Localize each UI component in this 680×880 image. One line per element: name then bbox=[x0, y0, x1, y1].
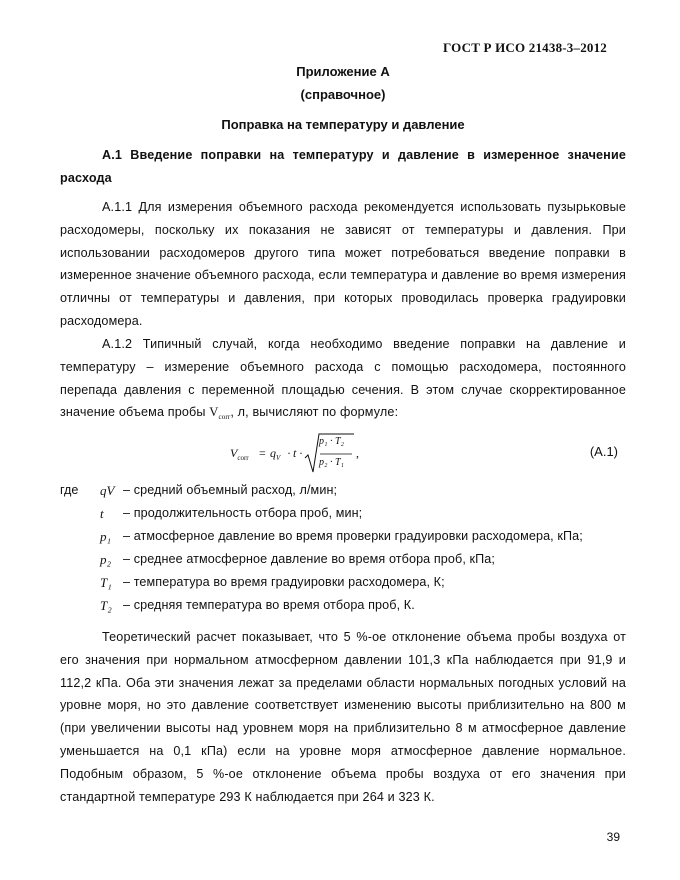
formula-lhs: $V_{corr}$ bbox=[230, 446, 249, 462]
where-description: – средняя температура во время отбора проб, К. bbox=[123, 598, 415, 612]
volume-symbol: $V_{corr}$ bbox=[209, 405, 231, 422]
where-description: – среднее атмосферное давление во время отбора проб, кПа; bbox=[123, 552, 495, 566]
where-description: – продолжительность отбора проб, мин; bbox=[123, 506, 363, 520]
where-symbol: T₂ bbox=[100, 598, 112, 613]
formula-equals: = bbox=[259, 446, 266, 460]
formula-number: (А.1) bbox=[589, 444, 618, 459]
where-description: – температура во время градуировки расходомера, К; bbox=[123, 575, 445, 589]
where-symbol: T₁ bbox=[100, 575, 112, 590]
where-symbol: t bbox=[100, 506, 104, 521]
where-item bbox=[60, 575, 640, 597]
where-item bbox=[60, 506, 640, 528]
formula-numerator: p₁ · T₂ bbox=[319, 436, 345, 447]
formula-q: $q_V$ bbox=[270, 446, 281, 462]
where-item bbox=[60, 483, 640, 505]
where-symbol: qV bbox=[100, 483, 115, 498]
appendix-subtitle: (справочное) bbox=[300, 87, 386, 102]
where-label: где bbox=[60, 483, 79, 497]
where-symbol: p₂ bbox=[100, 552, 112, 567]
document-code: ГОСТ Р ИСО 21438-3–2012 bbox=[442, 40, 607, 55]
appendix-heading: Поправка на температуру и давление bbox=[221, 117, 465, 132]
where-symbol: p₁ bbox=[100, 529, 112, 544]
paragraph-a12-tail: , л, вычисляют по формуле: bbox=[230, 405, 399, 420]
appendix-title: Приложение А bbox=[296, 64, 390, 79]
paragraph-theory: Теоретический расчет показывает, что 5 %-ое отклонение объема пробы воздуха от его значения при нормальном атмосферном давлении 101,3 кПа наблюдается при 91,9 и 112,2 кПа. Оба эти значения лежат за пределами области нормальных погодных условий на уровне моря, но это давление соответствует изменению высоты приблизительно на 800 м (при увеличении высоты над уровнем моря на приблизительно 8 м атмосферное давление уменьшается на 0,1 кПа) если на уровне моря атмосферное давление нормальное. Подобным образом, 5 %-ое отклонение объема пробы воздуха от его значения при стандартной температуре 293 К наблюдается при 264 и 323 К. bbox=[60, 630, 626, 804]
where-item bbox=[60, 529, 640, 551]
formula-t: t bbox=[293, 446, 297, 460]
formula-denominator: p₂ · T₁ bbox=[319, 457, 345, 468]
paragraph-a12 bbox=[60, 333, 626, 429]
paragraph-a12-text: А.1.2 Типичный случай, когда необходимо введение поправки на давление и температуру – измерение объемного расхода с помощью расходомера, постоянного перепада давления с переменной площадью сечения. В этом случае скорректированное значение объема пробы bbox=[60, 337, 626, 420]
section-heading: А.1 Введение поправки на температуру и давление в измеренное значение расхода bbox=[60, 148, 626, 185]
where-description: – средний объемный расход, л/мин; bbox=[123, 483, 338, 497]
where-description: – атмосферное давление во время проверки градуировки расходомера, кПа; bbox=[123, 529, 583, 543]
where-item bbox=[60, 598, 640, 620]
formula-a1: $V_{corr}$ = $q_V$ · t · p₁ · T₂ p₂ · T₁ , bbox=[230, 432, 370, 478]
paragraph-a11: А.1.1 Для измерения объемного расхода рекомендуется использовать пузырьковые расходомеры, поскольку их показания не зависят от температуры и давления. При использовании расходомеров другого типа может потребоваться введение поправки в измеренное значение объемного расхода, если температура и давление во время измерения отличны от температуры и давления, при которых проводилась проверка градуировки расходомера. bbox=[60, 200, 626, 328]
page-number: 39 bbox=[606, 830, 620, 844]
where-item bbox=[60, 552, 640, 574]
